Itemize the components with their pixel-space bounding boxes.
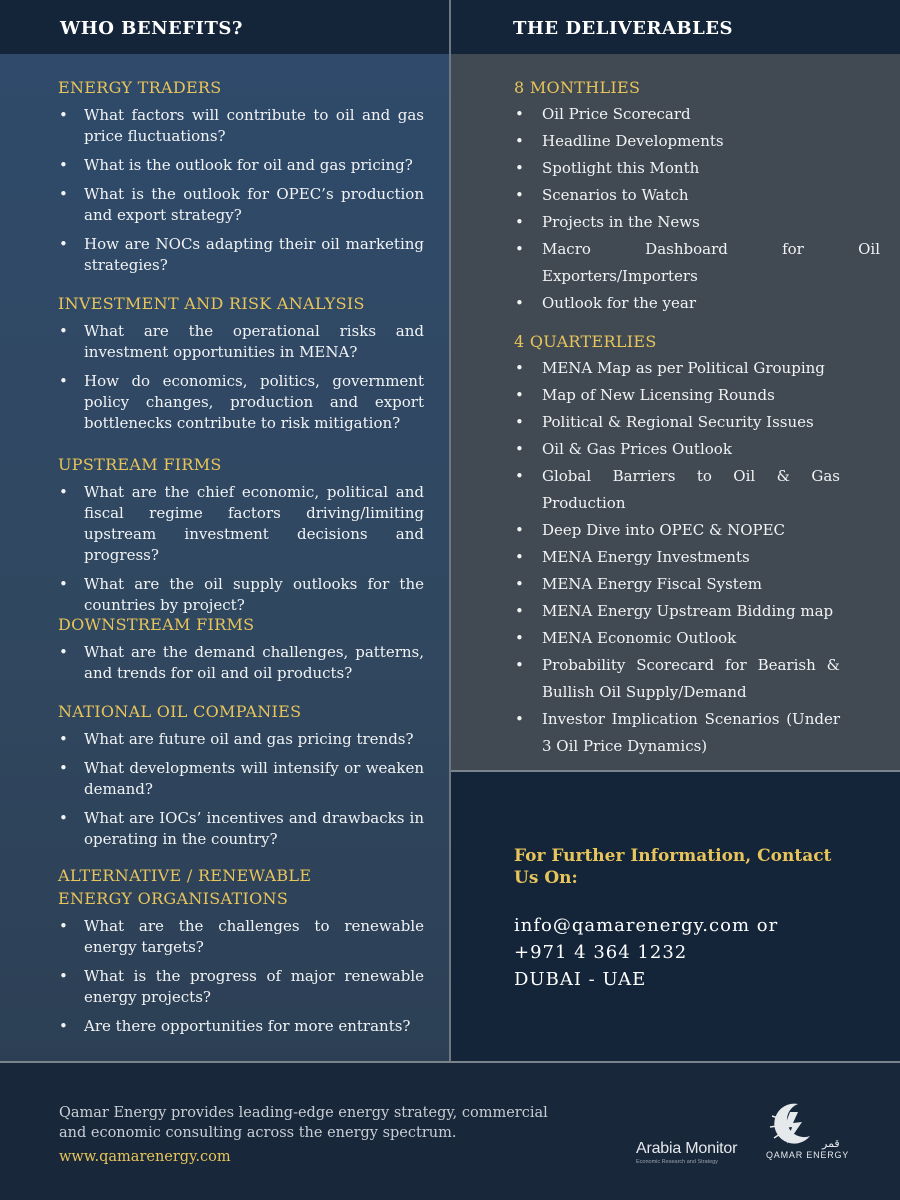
contact-details bbox=[514, 912, 778, 993]
section-title: ALTERNATIVE / RENEWABLE ENERGY ORGANISATIONS bbox=[58, 866, 312, 908]
question-item: • What are the chief economic, political and fiscal regime factors driving/limiting upstream investment decisions and progress? bbox=[58, 482, 424, 566]
deliverable-item: • Political & Regional Security Issues bbox=[514, 409, 840, 436]
website-link[interactable]: www.qamarenergy.com bbox=[59, 1149, 231, 1165]
section-title: INVESTMENT AND RISK ANALYSIS bbox=[58, 294, 365, 313]
section-energy-traders bbox=[58, 76, 424, 284]
question-item: • What factors will contribute to oil and gas price fluctuations? bbox=[58, 105, 424, 147]
question-item: • What developments will intensify or weaken demand? bbox=[58, 758, 424, 800]
deliverable-item: • Spotlight this Month bbox=[514, 155, 880, 182]
section-title: UPSTREAM FIRMS bbox=[58, 455, 222, 474]
question-item: • What are IOCs’ incentives and drawbacks in operating in the country? bbox=[58, 808, 424, 850]
section-divider bbox=[451, 770, 900, 772]
arabia-monitor-tagline: Economic Research and Strategy bbox=[636, 1159, 718, 1165]
deliverable-item: • Outlook for the year bbox=[514, 290, 880, 317]
contact-phone[interactable]: +971 4 364 1232 bbox=[514, 942, 688, 963]
section-title: ENERGY TRADERS bbox=[58, 78, 222, 97]
deliverable-item: • Scenarios to Watch bbox=[514, 182, 880, 209]
footer-description: Qamar Energy provides leading-edge energy strategy, commercial and economic consulting across the energy spectrum. bbox=[59, 1105, 548, 1141]
section-national-oil-companies bbox=[58, 700, 424, 858]
deliverable-item: • Headline Developments bbox=[514, 128, 880, 155]
section-title: 8 MONTHLIES bbox=[514, 78, 641, 97]
question-item: • What is the outlook for OPEC’s production and export strategy? bbox=[58, 184, 424, 226]
section-renewable-energy bbox=[58, 864, 424, 1045]
arabia-monitor-logo bbox=[636, 1140, 756, 1165]
deliverable-item: • Projects in the News bbox=[514, 209, 880, 236]
section-title: 4 QUARTERLIES bbox=[514, 332, 657, 351]
deliverables-heading: THE DELIVERABLES bbox=[451, 0, 900, 54]
deliverable-item: • Map of New Licensing Rounds bbox=[514, 382, 840, 409]
question-item: • What is the progress of major renewable energy projects? bbox=[58, 966, 424, 1008]
section-title: DOWNSTREAM FIRMS bbox=[58, 615, 255, 634]
deliverable-item: • Oil & Gas Prices Outlook bbox=[514, 436, 840, 463]
crescent-bolt-icon bbox=[768, 1100, 818, 1150]
deliverable-item: • MENA Energy Investments bbox=[514, 544, 840, 571]
question-item: • What are future oil and gas pricing trends? bbox=[58, 729, 424, 750]
deliverable-item: • MENA Energy Fiscal System bbox=[514, 571, 840, 598]
section-investment-risk bbox=[58, 292, 424, 442]
deliverable-item: • Oil Price Scorecard bbox=[514, 101, 880, 128]
contact-title: For Further Information, Contact Us On: bbox=[514, 846, 832, 888]
deliverable-item: • Macro Dashboard for Oil Exporters/Importers bbox=[514, 236, 880, 290]
arabia-monitor-name: Arabia Monitor bbox=[636, 1140, 738, 1157]
section-monthlies bbox=[514, 76, 880, 317]
qamar-wordmark: QAMAR ENERGY bbox=[766, 1150, 850, 1160]
deliverable-item: • MENA Energy Upstream Bidding map bbox=[514, 598, 840, 625]
section-quarterlies bbox=[514, 330, 840, 760]
deliverable-item: • MENA Economic Outlook bbox=[514, 625, 840, 652]
deliverable-item: • Investor Implication Scenarios (Under 3 Oil Price Dynamics) bbox=[514, 706, 840, 760]
column-divider bbox=[449, 0, 451, 1063]
question-item: • What are the challenges to renewable energy targets? bbox=[58, 916, 424, 958]
section-title: NATIONAL OIL COMPANIES bbox=[58, 702, 302, 721]
qamar-energy-logo bbox=[764, 1100, 850, 1170]
section-downstream-firms bbox=[58, 613, 424, 692]
deliverable-item: • Deep Dive into OPEC & NOPEC bbox=[514, 517, 840, 544]
contact-location: DUBAI - UAE bbox=[514, 969, 647, 990]
section-upstream-firms bbox=[58, 453, 424, 624]
question-item: • What is the outlook for oil and gas pricing? bbox=[58, 155, 424, 176]
deliverable-item: • Global Barriers to Oil & Gas Production bbox=[514, 463, 840, 517]
question-item: • How do economics, politics, government policy changes, production and export bottlenecks contribute to risk mitigation? bbox=[58, 371, 424, 434]
question-item: • Are there opportunities for more entrants? bbox=[58, 1016, 424, 1037]
question-item: • How are NOCs adapting their oil marketing strategies? bbox=[58, 234, 424, 276]
deliverable-item: • Probability Scorecard for Bearish & Bullish Oil Supply/Demand bbox=[514, 652, 840, 706]
question-item: • What are the operational risks and investment opportunities in MENA? bbox=[58, 321, 424, 363]
question-item: • What are the demand challenges, patterns, and trends for oil and oil products? bbox=[58, 642, 424, 684]
who-benefits-heading: WHO BENEFITS? bbox=[0, 0, 449, 54]
question-item: • What are the oil supply outlooks for the countries by project? bbox=[58, 574, 424, 616]
contact-email[interactable]: info@qamarenergy.com or bbox=[514, 915, 779, 936]
qamar-arabic: قمر bbox=[822, 1137, 840, 1150]
deliverable-item: • MENA Map as per Political Grouping bbox=[514, 355, 840, 382]
